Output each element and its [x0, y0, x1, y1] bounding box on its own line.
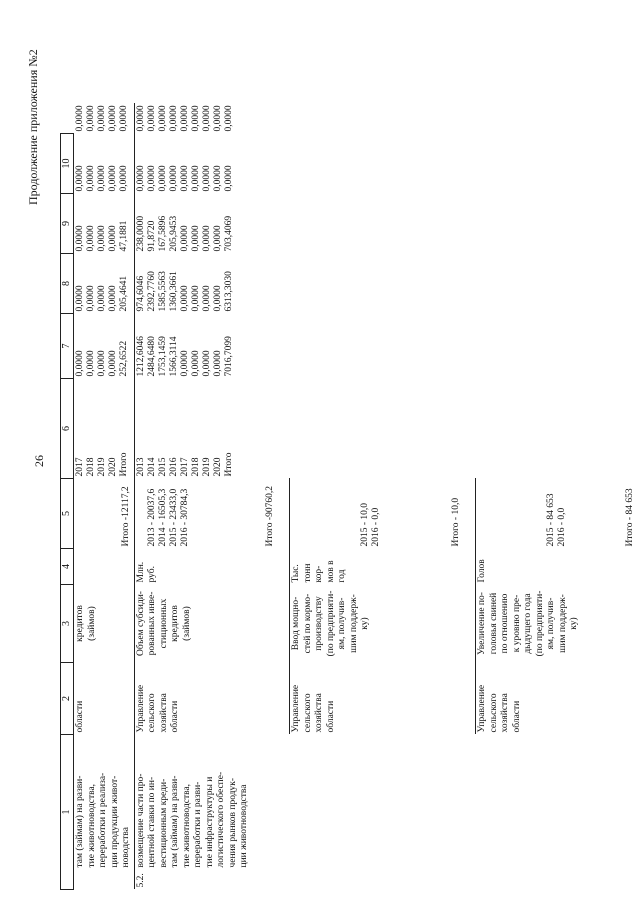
year-list: 2017 2018 2019 2020 Итого [75, 452, 129, 477]
column-header: 10 [61, 134, 74, 194]
column-header: 1 [61, 735, 74, 890]
unit-of-measure: Тыс. тонн кор- мов в год [290, 549, 476, 585]
unit-of-measure: Млн. руб. [134, 549, 290, 585]
indicator-values [290, 479, 476, 549]
table-row [290, 103, 476, 889]
funding-total: 0,0000 0,0000 0,0000 0,0000 252,6522 [75, 340, 129, 377]
funding-local: 0,0000 0,0000 0,0000 0,0000 0,0000 [75, 165, 129, 192]
indicator-name: Увеличение по- головья свиней по отношению к уровню пре- дыдущего года (по предприяти- ям, получив- шим поддерж- ку) [476, 585, 640, 663]
column-header: 9 [61, 194, 74, 254]
measure-description: там (займам) на разви- тие животноводства, переработки и реализа- ции продукции живот- новодства [75, 772, 131, 868]
funding-other: 0,0000 0,0000 0,0000 0,0000 0,0000 0,0000 0,0000 0,0000 0,0000 [134, 103, 290, 133]
funding-regional: 238,0000 91,8720 167,5896 205,9453 0,0000 0,0000 0,0000 0,0000 703,4069 [134, 194, 290, 254]
indicator-name: кредитов (займов) [75, 605, 97, 642]
indicator-total: Итого -90760,2 [265, 486, 275, 547]
column-header: 6 [61, 379, 74, 479]
funding-federal: 974,6046 2392,7760 1585,5563 1360,3661 0,0000 0,0000 0,0000 0,0000 6313,3030 [134, 254, 290, 314]
unit-of-measure: Голов [476, 549, 640, 585]
table-row [134, 103, 290, 889]
table-row [476, 103, 640, 889]
funding-total: 1212,6046 2484,6480 1753,1459 1566,3114 0,0000 0,0000 0,0000 0,0000 7016,7099 [134, 314, 290, 379]
funding-local: 0,0000 0,0000 0,0000 0,0000 0,0000 0,0000 0,0000 0,0000 0,0000 [134, 134, 290, 194]
indicator-values [134, 479, 290, 549]
responsible-executor: Управление сельского хозяйства области [134, 663, 290, 735]
responsible-executor: области [75, 700, 85, 733]
column-header: 7 [61, 314, 74, 379]
program-table [60, 103, 640, 890]
table-row [74, 103, 135, 889]
funding-regional: 0,0000 0,0000 0,0000 0,0000 47,1881 [75, 220, 129, 252]
column-header: 8 [61, 254, 74, 314]
indicator-name: Ввод мощно- стей по кормо- производству (по предприяти- ям, получив- шим поддерж- ку) [290, 585, 476, 663]
funding-federal: 0,0000 0,0000 0,0000 0,0000 205,4641 [75, 275, 129, 312]
responsible-executor: Управление сельского хозяйства области [290, 663, 476, 735]
year-list: 2013 2014 2015 2016 2017 2018 2019 2020 Итого [134, 379, 290, 479]
column-header: 5 [61, 479, 74, 549]
column-header: 2 [61, 663, 74, 735]
responsible-executor: Управление сельского хозяйства области [476, 663, 640, 735]
indicator-total: Итого - 10,0 [451, 497, 461, 547]
column-number-row [61, 103, 74, 889]
indicator-by-year: 2015 - 84 653 2016 - 0,0 [546, 493, 567, 547]
indicator-by-year: 2015 - 10,0 2016 - 0,0 [360, 502, 381, 547]
page-number: 26 [32, 455, 46, 467]
indicator-total: Итого - 84 653 [625, 488, 635, 547]
continuation-title: Продолжение приложения №2 [26, 49, 40, 205]
funding-other: 0,0000 0,0000 0,0000 0,0000 0,0000 [74, 105, 129, 132]
indicator-by-year: 2013 - 20037,6 2014 - 16505,3 2015 - 23433,0 2016 - 30784,3 [147, 488, 190, 547]
column-header: 4 [61, 549, 74, 585]
indicator-values [476, 479, 640, 549]
indicator-total: Итого -12117,2 [121, 486, 131, 547]
column-header: 3 [61, 585, 74, 663]
indicator-name: Объем субсиди- рованных инве- стиционных кредитов (займов) [134, 585, 290, 663]
item-number: 5.2. [134, 870, 290, 890]
measure-description: возмещение части про- центной ставки по ин- вестиционным креди- там (займам) на разви- тие животноводства, переработки и разви- тие инфраструктуры и логистического обеспе- чения рынков продук- ции животноводства [134, 735, 290, 870]
